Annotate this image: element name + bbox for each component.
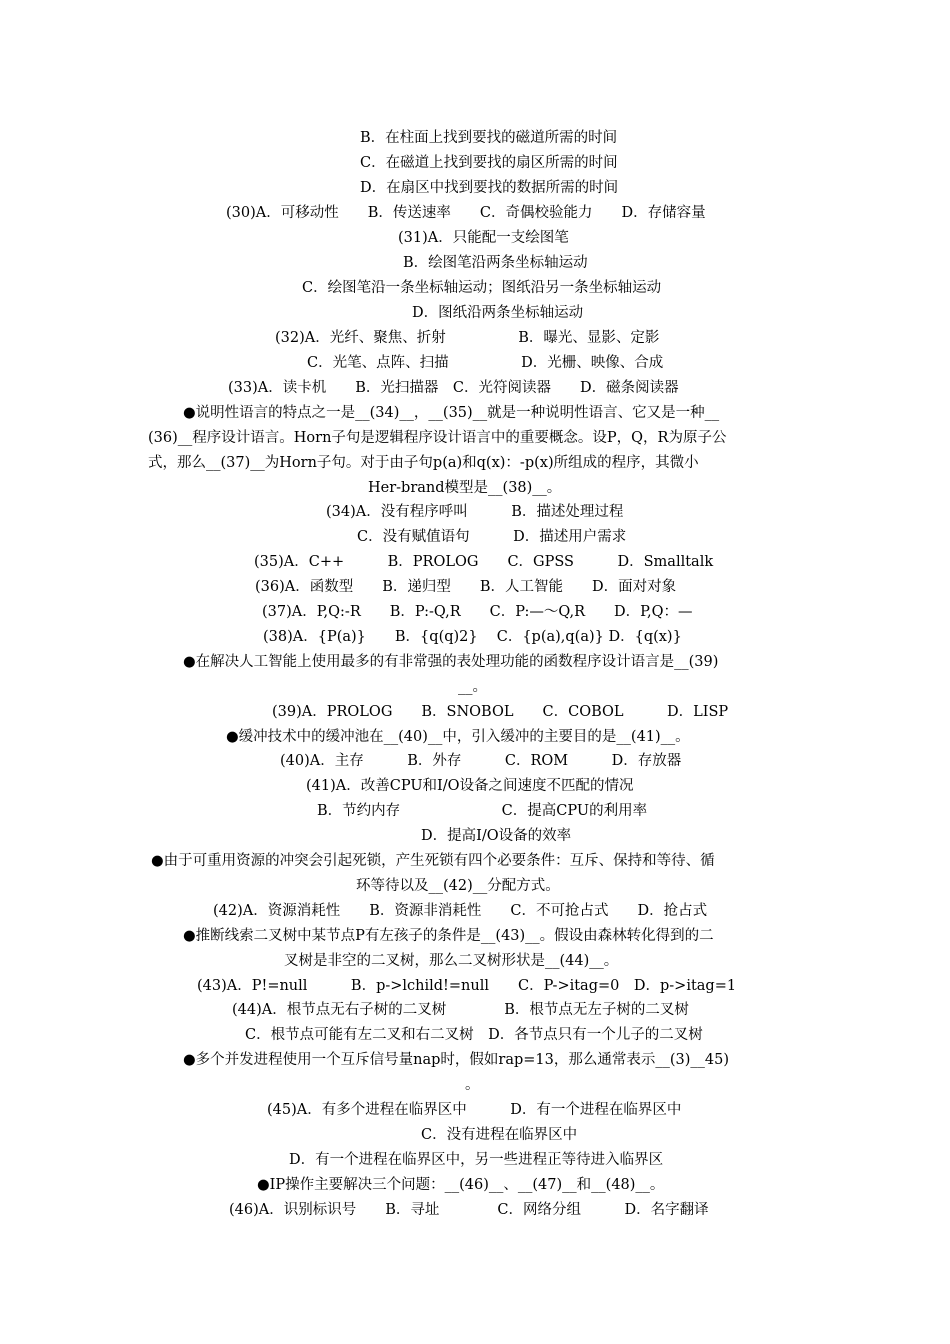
text-line: (31)A．只能配一支绘图笔 [398,230,569,246]
text-line: (30)A．可移动性 B．传送速率 C．奇偶校验能力 D．存储容量 [226,205,706,221]
text-line: D．图纸沿两条坐标轴运动 [412,305,584,321]
text-line: Her-brand模型是__(38)__。 [368,480,562,496]
text-line: (39)A．PROLOG B．SNOBOL C．COBOL D．LISP [272,704,729,720]
text-line: B．在柱面上找到要找的磁道所需的时间 [360,130,618,146]
text-line: C．没有赋值语句 D．描述用户需求 [357,529,627,545]
text-line: 式，那么__(37)__为Horn子句。对于由子句p(a)和q(x)：-p(x)所组成的程序，其微小 [148,455,699,471]
text-line: (45)A．有多个进程在临界区中 D．有一个进程在临界区中 [267,1102,682,1118]
text-line: B．节约内存 C．提高CPU的利用率 [317,803,648,819]
text-line: D．提高I/O设备的效率 [421,828,572,844]
text-line: (40)A．主存 B．外存 C．ROM D．存放器 [280,753,682,769]
text-line: (33)A．读卡机 B．光扫描器 C．光符阅读器 D．磁条阅读器 [228,380,679,396]
text-line: 环等待以及__(42)__分配方式。 [356,878,560,894]
text-line: (38)A．{P(a)} B．{q(q)2} C．{p(a),q(a)} D．{q(x)} [263,629,682,645]
text-line: ●由于可重用资源的冲突会引起死锁，产生死锁有四个必要条件：互斥、保持和等待、循 [151,853,715,869]
text-line: ●多个并发进程使用一个互斥信号量nap时，假如rap=13，那么通常表示__(3)__45) [183,1052,730,1068]
text-line: B．绘图笔沿两条坐标轴运动 [403,255,588,271]
text-line: C．根节点可能有左二叉和右二叉树 D．各节点只有一个儿子的二叉树 [245,1027,703,1043]
text-line: D．有一个进程在临界区中，另一些进程正等待进入临界区 [289,1152,664,1168]
text-line: 叉树是非空的二叉树，那么二叉树形状是__(44)__。 [284,953,619,969]
text-line: D．在扇区中找到要找的数据所需的时间 [360,180,619,196]
text-line: C．绘图笔沿一条坐标轴运动；图纸沿另一条坐标轴运动 [302,280,662,296]
text-line: (36)__程序设计语言。Horn子句是逻辑程序设计语言中的重要概念。设P，Q，R为原子公 [148,430,727,446]
text-line: 。 [465,1077,480,1093]
text-line: ●IP操作主要解决三个问题：__(46)__、__(47)__和__(48)__。 [257,1177,665,1193]
text-line: (42)A．资源消耗性 B．资源非消耗性 C．不可抢占式 D．抢占式 [213,903,708,919]
text-line: ●缓冲技术中的缓冲池在__(40)__中，引入缓冲的主要目的是__(41)__。 [226,729,690,745]
text-line: (43)A．P!=null B．p->lchild!=null C．P->itag=0 D．p->itag=1 [197,978,737,994]
text-line: (37)A．P,Q:-R B．P:-Q,R C．P:—～Q,R D．P,Q：— [262,604,693,620]
text-line: C．光笔、点阵、扫描 D．光栅、映像、合成 [307,355,664,371]
text-line: ●在解决人工智能上使用最多的有非常强的表处理功能的函数程序设计语言是__(39) [183,654,719,670]
text-line: C．没有进程在临界区中 [421,1127,578,1143]
text-line: (46)A．识别标识号 B．寻址 C．网络分组 D．名字翻译 [229,1202,709,1218]
text-line: (44)A．根节点无右子树的二叉树 B．根节点无左子树的二叉树 [232,1002,689,1018]
text-line: (32)A．光纤、聚焦、折射 B．曝光、显影、定影 [275,330,660,346]
text-line: (41)A．改善CPU和I/O设备之间速度不匹配的情况 [306,778,634,794]
text-line: (36)A．函数型 B．递归型 B．人工智能 D．面对对象 [255,579,677,595]
text-line: C．在磁道上找到要找的扇区所需的时间 [360,155,618,171]
text-line: (34)A．没有程序呼叫 B．描述处理过程 [326,504,624,520]
text-line: ●说明性语言的特点之一是__(34)__，__(35)__就是一种说明性语言、它又是一种__ [183,405,720,421]
text-line: (35)A．C++ B．PROLOG C．GPSS D．Smalltalk [254,554,714,570]
text-line: __。 [458,679,487,695]
text-line: ●推断线索二叉树中某节点P有左孩子的条件是__(43)__。假设由森林转化得到的二 [183,928,714,944]
